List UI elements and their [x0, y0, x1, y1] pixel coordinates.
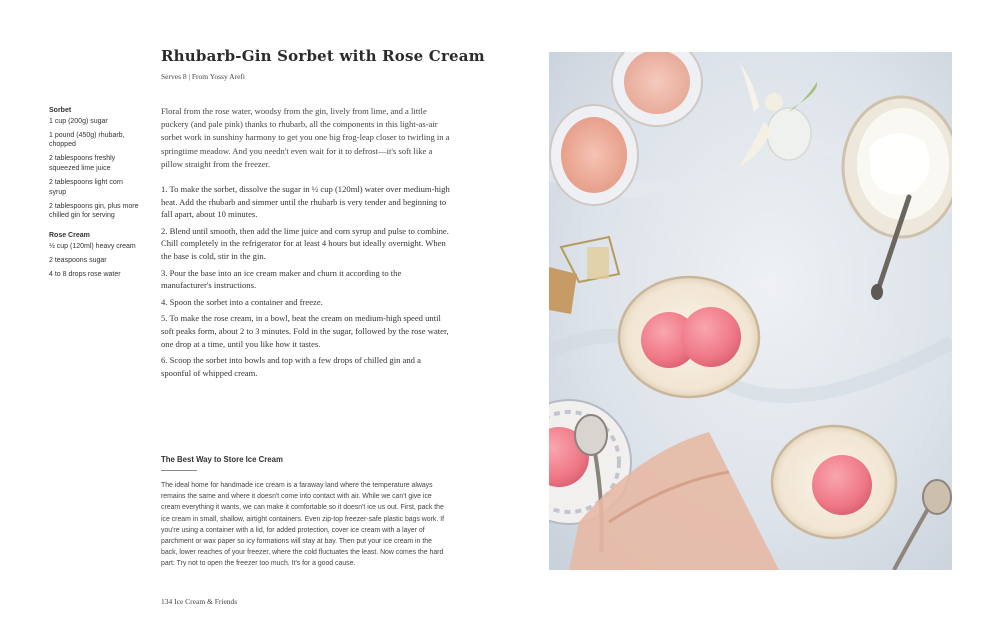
dessert-photo — [549, 52, 952, 570]
ingredients-list — [49, 106, 141, 284]
sorbet-heading: Sorbet — [49, 107, 72, 114]
recipe-title: Rhubarb-Gin Sorbet with Rose Cream — [161, 47, 485, 65]
ingredient-item: 1 pound (450g) rhubarb, chopped — [49, 131, 125, 149]
recipe-intro: Floral from the rose water, woodsy from the gin, lively from lime, and a little puckery (and pale pink) thanks to rhubarb, all the components in this light-as-air sorbet work in sunshiny harmony to get you one big frog-leap closer to twirling in a springtime meadow. And you needn't even wait for it to defrost—it's soft like a pillow straight from the freezer. — [161, 106, 450, 169]
serves-line: Serves 8 | From Yossy Arefi — [161, 72, 246, 81]
spoon-handle-end — [871, 284, 883, 300]
sorbet-bowl-center — [619, 277, 759, 397]
ingredient-item: 4 to 8 drops rose water — [49, 271, 121, 279]
right-spoon-bowl — [923, 480, 951, 514]
method-step: 4. Spoon the sorbet into a container and freeze. — [161, 296, 323, 307]
sorbet-bowl-right — [772, 426, 896, 538]
ingredient-item: ½ cup (120ml) heavy cream — [49, 243, 136, 251]
sidebar-divider — [161, 470, 197, 471]
method-steps — [161, 183, 451, 383]
method-step: 6. Scoop the sorbet into bowls and top with a few drops of chilled gin and a spoonful of whipped cream. — [161, 355, 421, 378]
method-step: 3. Pour the base into an ice cream maker and churn it according to the manufacturer's instructions. — [161, 267, 402, 291]
sidebar-body: The ideal home for handmade ice cream is a faraway land where the temperature always remains the same and where it doesn't come into contact with air. While we can't give ice cream everything it wants, we can make it comfortable so it doesn't ice us out. First, pack the ice cream in small, shallow, airtight containers. Even zip-top freezer-safe plastic bags work. If you're using a container with a lid, for added protection, cover ice cream with a layer of parchment or wax paper so icy formations will stay at bay. Then put your ice cream in the back, lower reaches of your freezer, where the cold fluctuates the least. Now comes the hard part: Try not to open the freezer too much. It's for a good cause. — [161, 482, 445, 568]
ingredient-item: 2 teaspoons sugar — [49, 257, 107, 265]
gin-glass-left — [550, 105, 638, 205]
method-step: 5. To make the rose cream, in a bowl, beat the cream on medium-high speed until soft peaks form, about 2 to 3 minutes. Fold in the sugar, followed by the rose water, one drop at a time, until you like how it tastes. — [161, 313, 449, 349]
cream-bowl — [843, 97, 952, 237]
ingredient-item: 2 tablespoons gin, plus more chilled gin for serving — [49, 202, 139, 220]
sidebar-title: The Best Way to Store Ice Cream — [161, 455, 283, 464]
method-step: 2. Blend until smooth, then add the lime juice and corn syrup and pulse to combine. Chill completely in the refrigerator for at least 4 hours but ideally overnight. When the base is cold, stir in the gin. — [161, 225, 449, 261]
page-folio: 134 Ice Cream & Friends — [161, 597, 238, 606]
rose-cream-heading: Rose Cream — [49, 232, 90, 240]
ingredient-item: 1 cup (200g) sugar — [49, 117, 108, 125]
ingredient-item: 2 tablespoons freshly squeezed lime juice — [49, 155, 116, 172]
ingredient-item: 2 tablespoons light corn syrup — [49, 179, 123, 196]
plate-spoon-bowl — [575, 415, 607, 455]
method-step: 1. To make the sorbet, dissolve the sugar in ½ cup (120ml) water over medium-high heat. Add the rhubarb and simmer until the rhubarb is very tender and beginning to fall apart, about 10 minutes. — [161, 184, 450, 220]
